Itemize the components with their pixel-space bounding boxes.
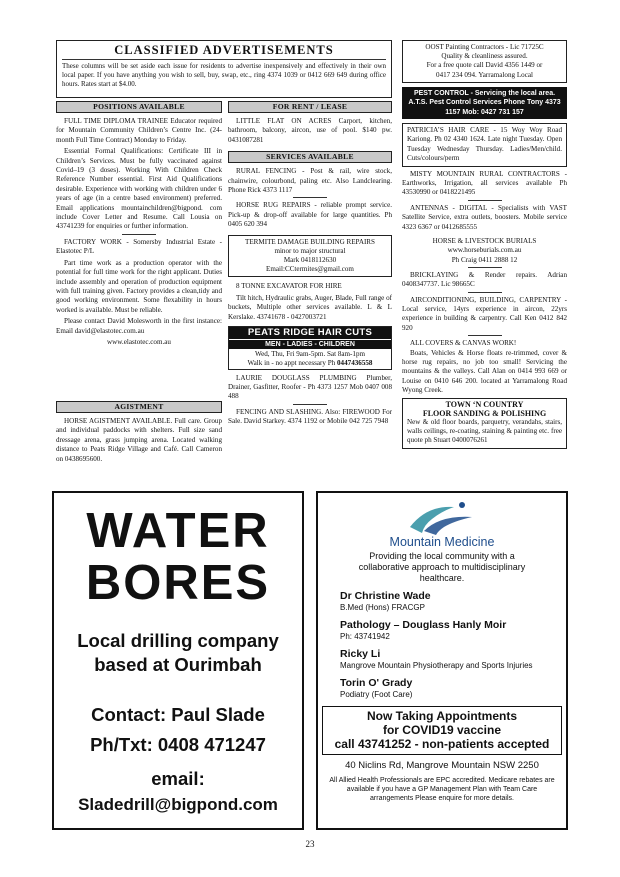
appt-line-3: call 43741252 - non-patients accepted — [334, 737, 550, 751]
divider — [468, 292, 502, 293]
divider — [293, 404, 327, 405]
burials-title: HORSE & LIVESTOCK BURIALS — [432, 237, 537, 246]
hair-cuts-walkin: Walk in - no appt necessary Ph 0447436558 — [247, 359, 373, 368]
practitioner-list — [318, 590, 566, 700]
floor-title-2: FLOOR SANDING & POLISHING — [422, 408, 547, 418]
pest-control-ad: PEST CONTROL - Servicing the local area. A.T.S. Pest Control Services Phone Tony 4373 1157 Mob: 0427 731 157 — [402, 87, 567, 119]
column-middle — [228, 101, 392, 429]
divider — [468, 267, 502, 268]
practitioner-detail: Mangrove Mountain Physiotherapy and Sports Injuries — [340, 661, 533, 670]
covers-title: ALL COVERS & CANVAS WORK! — [410, 339, 517, 348]
water-bores-sub-2: based at Ourimbah — [94, 654, 262, 675]
appt-line-2: for COVID19 vaccine — [382, 723, 502, 737]
water-bores-ad — [52, 491, 304, 830]
termite-title: TERMITE DAMAGE BUILDING REPAIRS — [245, 237, 375, 246]
fencing-slashing-ad: FENCING AND SLASHING. Also: FIREWOOD For Sale. David Starkey. 4374 1192 or Mobile 042 725 7948 — [228, 407, 392, 426]
hair-cuts-hours: Wed, Thu, Fri 9am-5pm. Sat 8am-1pm — [254, 350, 366, 359]
classified-header-box — [56, 40, 392, 98]
practitioner-entry — [340, 590, 566, 613]
water-bores-line-1: WATER — [86, 504, 270, 558]
column-left — [56, 101, 222, 349]
burials-website: www.horseburials.com.au — [447, 246, 522, 255]
services-ad-fencing: RURAL FENCING - Post & rail, wire stock, chainwire, colourbond, paling etc. Also Landclearing. Phone Rick 4373 1117 — [228, 167, 392, 195]
water-bores-email: Sladedrill@bigpond.com — [78, 795, 278, 814]
patricia-text: PATRICIA’S HAIR CARE - 15 Woy Woy Road Kariong. Ph 02 4340 1624. Late night Tuesday. Open Tuesday Wednesday Thursday. Ladies/Men/child. Cuts/colours/perm — [407, 126, 562, 163]
patricia-hair-care-ad — [402, 123, 567, 167]
practitioner-detail: Podiatry (Foot Care) — [340, 690, 413, 699]
practitioner-name: Torin O' Grady — [340, 677, 413, 689]
excavator-details: Tilt hitch, Hydraulic grabs, Auger, Blade, Full range of buckets, Multiple other services available. L & L Kerslake. 43741678 - 0427003721 — [228, 293, 392, 321]
for-rent-ad: LITTLE FLAT ON ACRES Carport, kitchen, bathroom, balcony, aircon, use of pool. $140 pw. 0431087281 — [228, 117, 392, 144]
water-bores-email-label: email: — [151, 768, 205, 789]
oost-line-2: Quality & cleanliness assured. — [441, 52, 528, 61]
divider — [468, 200, 502, 201]
mountain-medicine-ad — [316, 491, 568, 830]
mountain-medicine-logo-icon — [318, 497, 566, 535]
positions-ad-2-details: Part time work as a production operator with the potential for full time work for the right applicant. Duties include assembly and operation of production equipment with full training given. Factory provides a clean,tidy and good working environment. Some flexability in hours worked is available. Must be reliable. — [56, 258, 222, 314]
practitioner-detail: Ph: 43741942 — [340, 632, 390, 641]
mountain-medicine-brand: Mountain Medicine — [389, 535, 495, 549]
hair-cuts-phone: 0447436558 — [337, 359, 373, 368]
burials-phone: Ph Craig 0411 2888 12 — [451, 255, 518, 264]
floor-sanding-ad — [402, 398, 567, 449]
agistment-ad: HORSE AGISTMENT AVAILABLE. Full care. Group and individual paddocks with shelters. Full size sand dressage arena, grass jumping arena. Located walking distance to Peats Ridge Village and Café. Call Cameron on 0438695600. — [56, 417, 222, 463]
hair-cuts-title: PEATS RIDGE HAIR CUTS — [229, 327, 391, 339]
water-bores-contact: Contact: Paul Slade — [91, 704, 265, 725]
practitioner-name: Dr Christine Wade — [340, 590, 431, 602]
positions-header: POSITIONS AVAILABLE — [56, 101, 222, 113]
practitioner-name: Ricky Li — [340, 648, 381, 660]
covid-appointments-box — [322, 706, 562, 755]
water-bores-phone: Ph/Txt: 0408 471247 — [90, 734, 266, 755]
oost-line-3: For a free quote call David 4356 1449 or — [426, 61, 543, 70]
floor-title-1: TOWN ‘N COUNTRY — [445, 399, 524, 409]
positions-ad-2-website: www.elastotec.com.au — [107, 337, 171, 346]
oost-painting-ad — [402, 40, 567, 83]
antennas-ad: ANTENNAS - DIGITAL - Specialists with VAST Satellite Service, extra outlets, boosters. Mobile service 4323 6367 or 0412685555 — [402, 203, 567, 231]
practitioner-entry — [340, 619, 566, 642]
column-right — [402, 40, 567, 449]
mountain-medicine-footer: All Allied Health Professionals are EPC accredited. Medicare rebates are available if you have a GP Management Plan with Team Care arrangements Please enquire for more details. — [329, 777, 555, 802]
for-rent-header: FOR RENT / LEASE — [228, 101, 392, 113]
classified-intro: These columns will be set aside each issue for residents to advertise inexpensively and effectively in their own local paper. If you have anything you wish to sell, buy, swap, etc., ring 4374 1039 or 0412 669 649 during office hours. Rates start at $4.00. — [62, 62, 386, 89]
water-bores-line-2: BORES — [85, 556, 271, 610]
termite-ad-box — [228, 235, 392, 278]
hair-cuts-ad-box — [228, 326, 392, 369]
practitioner-entry — [340, 677, 566, 700]
mountain-medicine-address: 40 Niclins Rd, Mangrove Mountain NSW 2250 — [345, 760, 539, 771]
plumbing-ad: LAURIE DOUGLASS PLUMBING Plumber, Drainer, Gasfitter, Roofer - Ph 4373 1257 Mob 0407 008 488 — [228, 373, 392, 401]
appt-line-1: Now Taking Appointments — [367, 709, 517, 723]
page-number: 23 — [305, 839, 315, 849]
agistment-section — [56, 401, 222, 466]
covers-ad: Boats, Vehicles & Horse floats re-trimmed, cover & horse rug repairs, no job too small! Servicing the mountains & the valleys. Call Alan on 0414 993 669 or Louise on 0410 646 200. located at Yarramalong Road Wyong Creek. — [402, 348, 567, 395]
classified-title: CLASSIFIED ADVERTISEMENTS — [114, 43, 334, 57]
bricklaying-ad: BRICKLAYING & Render repairs. Adrian 0408347737. Lic 98665C — [402, 270, 567, 289]
positions-ad-2-contact: Please contact David Molesworth in the first instance: Email david@elastotec.com.au — [56, 317, 222, 335]
termite-line: minor to major structural — [274, 246, 346, 255]
divider — [122, 234, 156, 235]
termite-phone: Mark 0418112630 — [283, 256, 337, 265]
positions-ad-2: FACTORY WORK - Somersby Industrial Estate - Elastotec P/L — [56, 237, 222, 256]
services-header: SERVICES AVAILABLE — [228, 151, 392, 163]
floor-body: New & old floor boards, parquetry, verandahs, stairs, walls ceilings, re-coating, staining & painting etc. free quote ph Stuart 0400076261 — [407, 417, 562, 445]
divider — [468, 335, 502, 336]
divider — [293, 197, 327, 198]
misty-mountain-ad: MISTY MOUNTAIN RURAL CONTRACTORS - Earthworks, Irrigation, all services available Ph 43530990 or 0418221495 — [402, 169, 567, 197]
practitioner-name: Pathology – Douglass Hanly Moir — [340, 619, 507, 631]
services-ad-rug: HORSE RUG REPAIRS - reliable prompt service. Pick-up & drop-off available for large quantities. Ph 0405 620 394 — [228, 201, 392, 229]
positions-ad-1-details: Essential Formal Qualifications: Certificate III in Children’s Services. Must be fully vaccinated against Covid–19 (3 doses). Working With Children Check Reference Number essential. First Aid Qualifications desirable. Experience with working with children under 6 years of age (in a centre based environment) preferred. Email applications mountainchildren@bigpond. com include Cover Letter and Resume. Call Lousia on 43741239 for enquiries or further information. — [56, 147, 222, 231]
hair-cuts-subtitle: MEN - LADIES - CHILDREN — [229, 339, 391, 349]
aircon-ad: AIRCONDITIONING, BUILDING, CARPENTRY - Local service, 14yrs experience in aircon, 22yrs experience in building & carpentry. Call Ken 0412 842 920 — [402, 295, 567, 332]
agistment-header: AGISTMENT — [56, 401, 222, 413]
practitioner-detail: B.Med (Hons) FRACGP — [340, 603, 425, 612]
oost-line-4: 0417 234 094. Yarramalong Local — [436, 70, 533, 79]
water-bores-sub-1: Local drilling company — [77, 630, 279, 651]
termite-email: Email:CCtermites@gmail.com — [266, 265, 354, 274]
positions-ad-1: FULL TIME DIPLOMA TRAINEE Educator required for Mountain Community Children’s Centre Inc. (24-month Full Time Contract) Monday to Friday. — [56, 117, 222, 144]
oost-line-1: OOST Painting Contractors - Lic 71725C — [425, 43, 544, 51]
excavator-title: 8 TONNE EXCAVATOR FOR HIRE — [236, 282, 342, 291]
practitioner-entry — [340, 648, 566, 671]
mountain-medicine-intro: Providing the local community with a collaborative approach to multidisciplinary healthcare. — [358, 551, 526, 583]
